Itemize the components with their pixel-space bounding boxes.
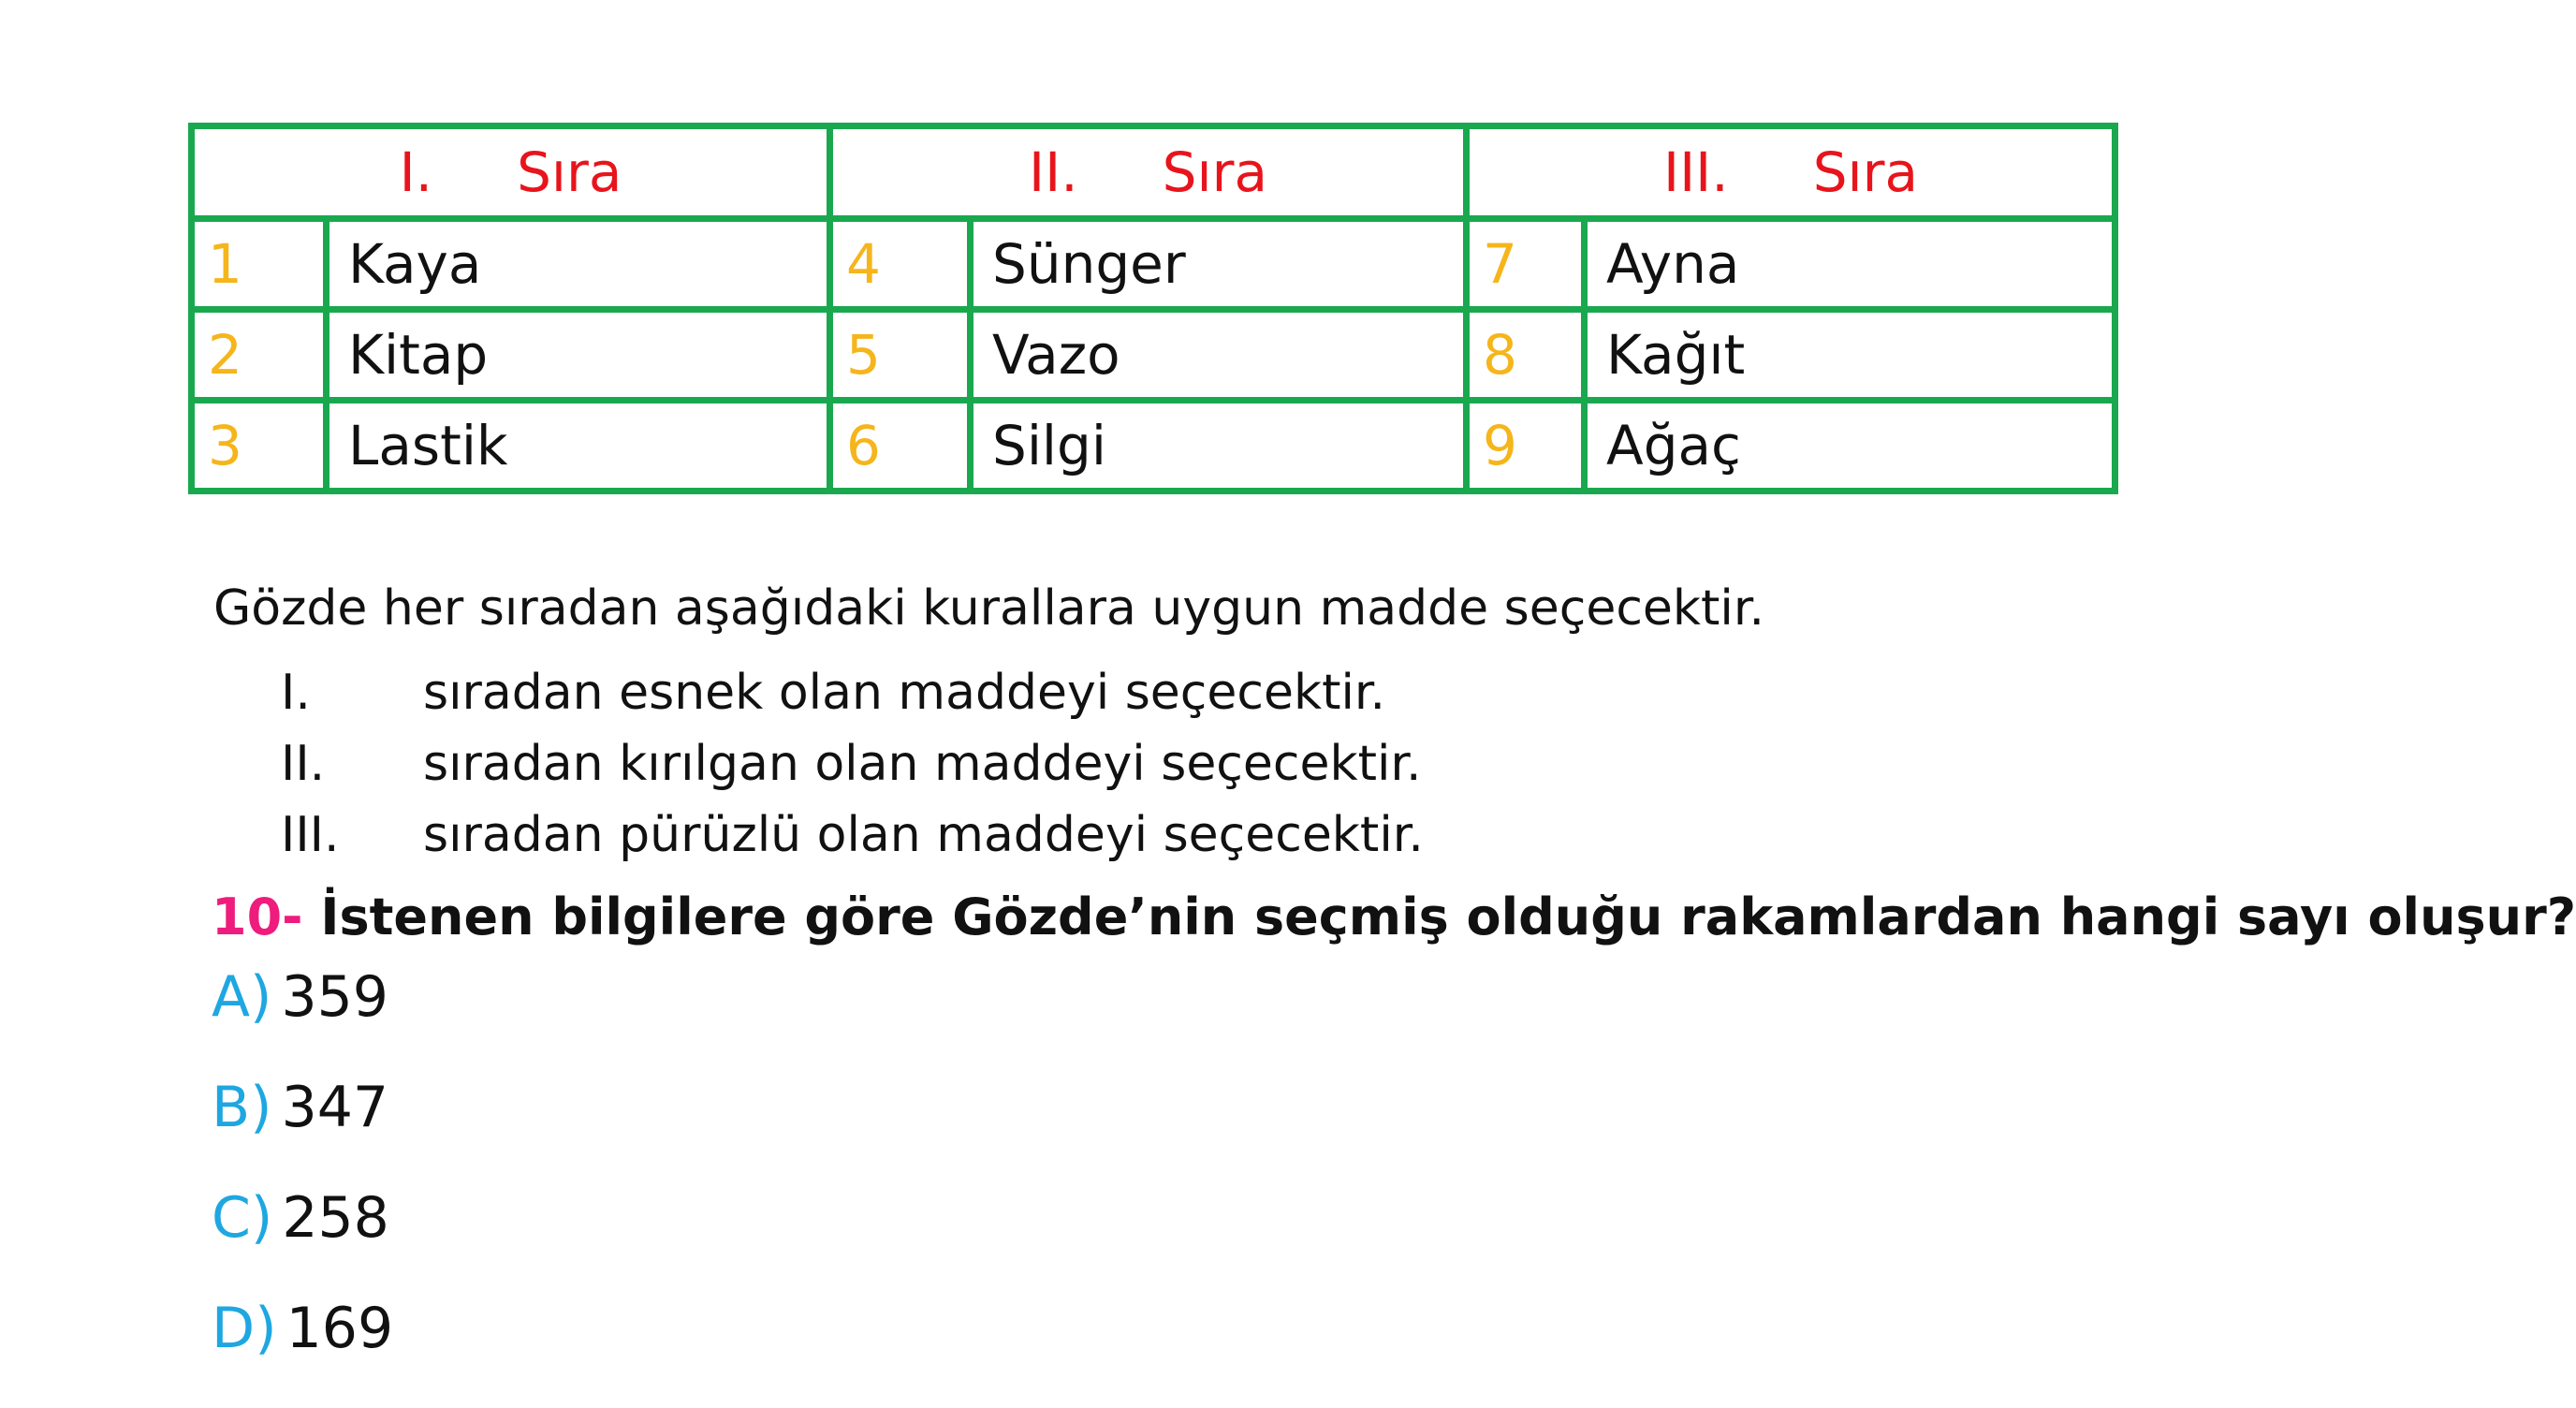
option-letter: C) [212,1185,273,1251]
row-number: 8 [1467,310,1585,401]
row-item: Kitap [327,310,830,401]
row-number: 9 [1467,401,1585,491]
header-roman: II. [1029,140,1078,204]
question [212,887,2576,946]
option-c[interactable] [212,1185,389,1251]
option-value: 347 [281,1075,389,1140]
row-number: 2 [192,310,327,401]
rule-line [281,736,1422,792]
row-number: 7 [1467,219,1585,310]
row-item: Kağıt [1585,310,2115,401]
row-number: 5 [830,310,971,401]
row-item: Ağaç [1585,401,2115,491]
table-row [192,310,2115,401]
option-d[interactable] [212,1296,393,1361]
option-value: 169 [285,1296,394,1361]
rule-roman: I. [281,665,311,721]
option-value: 359 [281,964,388,1030]
row-item: Ayna [1585,219,2115,310]
rule-text: sıradan kırılgan olan maddeyi seçecektir. [423,736,1422,792]
table-row [192,219,2115,310]
rule-line [281,665,1385,721]
header-roman: I. [399,140,433,204]
rule-text: sıradan esnek olan maddeyi seçecektir. [423,665,1386,721]
question-text: İstenen bilgilere göre Gözde’nin seçmiş olduğu rakamlardan hangi sayı oluşur? [320,887,2576,946]
row-number: 1 [192,219,327,310]
option-letter: A) [212,964,272,1030]
rule-line [281,807,1424,863]
header-cell-1 [192,126,830,219]
row-item: Silgi [971,401,1467,491]
items-table [188,123,2118,494]
question-number: 10- [212,887,303,946]
header-label: Sıra [517,140,622,204]
option-a[interactable] [212,964,388,1030]
header-cell-3 [1467,126,2115,219]
rule-roman: II. [281,736,326,792]
header-label: Sıra [1812,140,1919,204]
table-row [192,401,2115,491]
rule-roman: III. [281,807,340,863]
row-item: Sünger [971,219,1467,310]
header-label: Sıra [1162,140,1267,204]
option-b[interactable] [212,1075,388,1140]
option-value: 258 [282,1185,389,1251]
row-number: 3 [192,401,327,491]
table-header-row [192,126,2115,219]
row-number: 6 [830,401,971,491]
row-item: Kaya [327,219,830,310]
header-cell-2 [830,126,1467,219]
intro-text: Gözde her sıradan aşağıdaki kurallara uygun madde seçecektir. [213,580,1764,637]
option-letter: B) [212,1075,272,1140]
header-roman: III. [1662,140,1729,204]
rule-text: sıradan pürüzlü olan maddeyi seçecektir. [423,807,1424,863]
row-item: Vazo [971,310,1467,401]
row-item: Lastik [327,401,830,491]
option-letter: D) [212,1296,277,1361]
row-number: 4 [830,219,971,310]
